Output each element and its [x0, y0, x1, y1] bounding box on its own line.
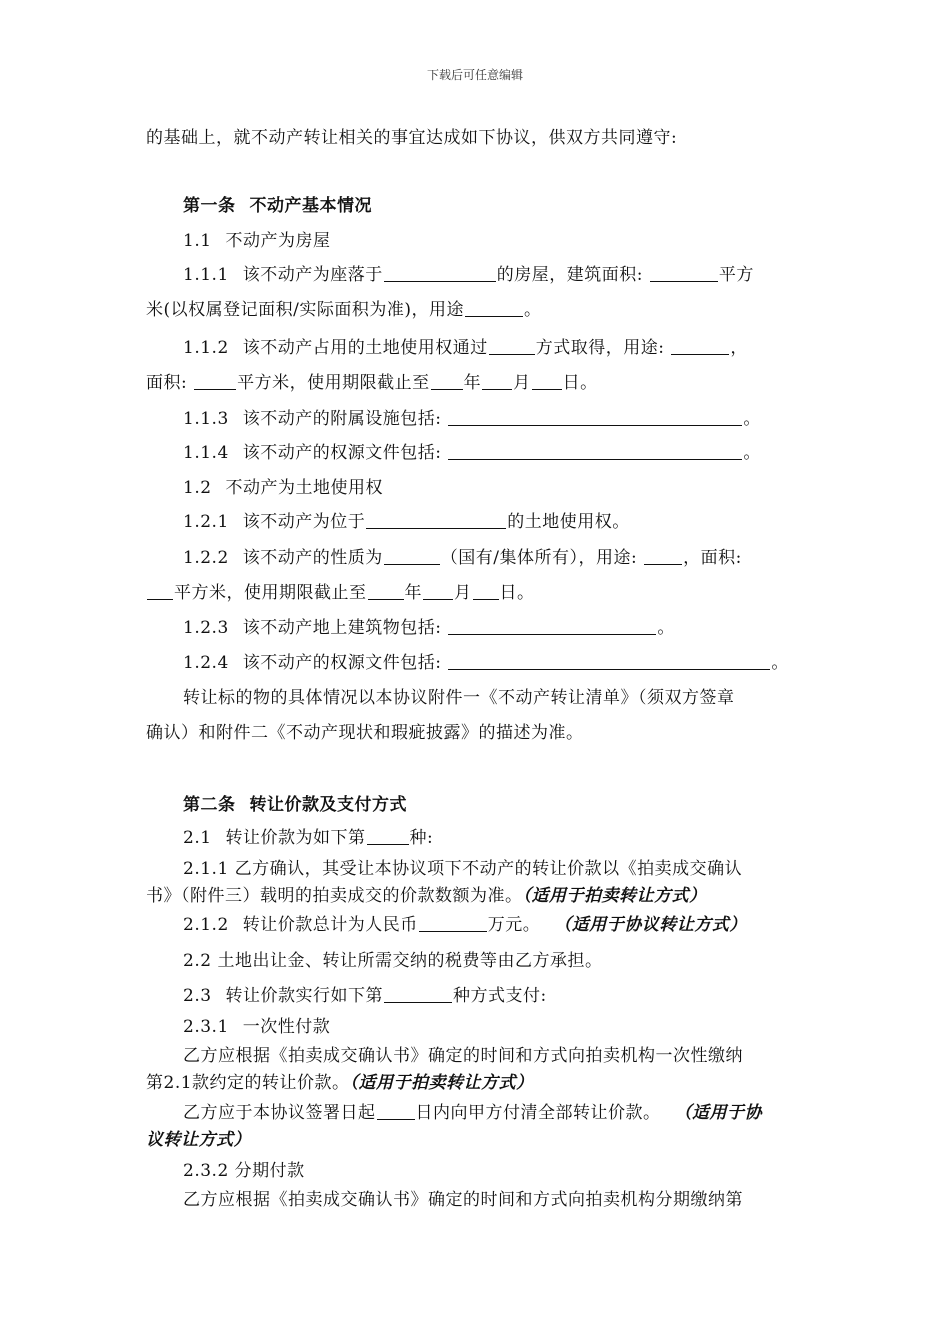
article-1-number: 第一条 [183, 196, 236, 216]
land-usage-2-blank[interactable] [644, 547, 682, 565]
section-2-1-2: 2.1.2 转让价款总计为人民币 万元。 （适用于协议转让方式） [183, 915, 747, 935]
year-blank[interactable] [431, 372, 463, 390]
article-2-heading [183, 793, 407, 817]
section-1-1-1-line1: 1.1.1 该不动产为座落于 的房屋，建筑面积: 平方 [183, 265, 754, 285]
agreement-note: （适用于协议转让方式） [554, 915, 747, 935]
year-2-blank[interactable] [368, 582, 404, 600]
title-docs-blank[interactable] [448, 442, 742, 460]
land-nature-blank[interactable] [384, 547, 440, 565]
month-blank[interactable] [482, 372, 512, 390]
acquire-method-blank[interactable] [489, 337, 535, 355]
section-1-1-3: 1.1.3 该不动产的附属设施包括: 。 [183, 409, 761, 429]
land-area-blank[interactable] [194, 372, 236, 390]
auction-note-2: （适用于拍卖转让方式） [349, 1073, 534, 1093]
floor-area-blank[interactable] [650, 264, 718, 282]
section-1-1: 1.1 不动产为房屋 [183, 231, 331, 251]
days-blank[interactable] [377, 1102, 415, 1120]
payment-option-blank[interactable] [384, 985, 452, 1003]
article-1-heading [183, 194, 372, 218]
section-1-2-2-line1: 1.2.2 该不动产的性质为 （国有/集体所有），用途: ，面积: [183, 548, 742, 568]
location-blank[interactable] [384, 264, 496, 282]
section-2-2: 2.2 土地出让金、转让所需交纳的税费等由乙方承担。 [183, 951, 603, 971]
facilities-blank[interactable] [448, 408, 742, 426]
auction-note: （适用于拍卖转让方式） [522, 886, 707, 906]
section-2-3-2: 2.3.2 分期付款 [183, 1161, 305, 1181]
section-1-2-2-line2: 平方米，使用期限截止至 年 月 日。 [146, 581, 535, 605]
land-location-blank[interactable] [366, 511, 506, 529]
article-1-title: 不动产基本情况 [249, 196, 372, 216]
price-option-blank[interactable] [367, 827, 409, 845]
section-2-1-1-line2: 书》（附件三）载明的拍卖成交的价款数额为准。（适用于拍卖转让方式） [146, 886, 707, 906]
section-1-2-1: 1.2.1 该不动产为位于 的土地使用权。 [183, 512, 630, 532]
land-title-docs-blank[interactable] [448, 652, 770, 670]
section-2-1: 2.1 转让价款为如下第 种: [183, 828, 434, 848]
page-header: 下载后可任意编辑 [426, 68, 523, 82]
month-2-blank[interactable] [423, 582, 453, 600]
section-1-2-3: 1.2.3 该不动产地上建筑物包括: 。 [183, 618, 675, 638]
section-1-2: 1.2 不动产为土地使用权 [183, 478, 384, 498]
agreement-payment-line1: 乙方应于本协议签署日起 日内向甲方付清全部转让价款。 （适用于协 [183, 1103, 762, 1123]
land-usage-blank[interactable] [671, 337, 729, 355]
agreement-note-2-part1: （适用于协 [674, 1103, 762, 1123]
land-area-2-blank[interactable] [147, 582, 173, 600]
section-2-3-1: 2.3.1 一次性付款 [183, 1017, 331, 1037]
section-1-1-2-line2: 面积: 平方米，使用期限截止至 年 月 日。 [146, 373, 598, 393]
article-1-closing-line2: 确认）和附件二《不动产现状和瑕疵披露》的描述为准。 [146, 723, 584, 743]
section-1-1-4: 1.1.4 该不动产的权源文件包括: 。 [183, 443, 761, 463]
buildings-blank[interactable] [448, 617, 656, 635]
lump-sum-para-line2: 第2.1款约定的转让价款。（适用于拍卖转让方式） [146, 1073, 534, 1093]
intro-line: 的基础上，就不动产转让相关的事宜达成如下协议，供双方共同遵守: [146, 128, 678, 148]
article-1-closing-line1: 转让标的物的具体情况以本协议附件一《不动产转让清单》（须双方签章 [183, 688, 735, 708]
agreement-note-2-part2: 议转让方式） [146, 1130, 251, 1150]
price-amount-blank[interactable] [419, 914, 487, 932]
section-1-1-2-line1: 1.1.2 该不动产占用的土地使用权通过 方式取得，用途: ， [183, 338, 748, 358]
section-1-1-1-line2: 米(以权属登记面积/实际面积为准)，用途 。 [146, 300, 542, 320]
section-2-3: 2.3 转让价款实行如下第 种方式支付: [183, 986, 547, 1006]
usage-blank[interactable] [465, 299, 523, 317]
article-2-number: 第二条 [183, 795, 236, 815]
section-2-1-1-line1: 2.1.1 乙方确认，其受让本协议项下不动产的转让价款以《拍卖成交确认 [183, 859, 743, 879]
section-1-2-4: 1.2.4 该不动产的权源文件包括: 。 [183, 653, 789, 673]
installment-para-line1: 乙方应根据《拍卖成交确认书》确定的时间和方式向拍卖机构分期缴纳第 [183, 1190, 743, 1210]
day-2-blank[interactable] [473, 582, 499, 600]
lump-sum-para-line1: 乙方应根据《拍卖成交确认书》确定的时间和方式向拍卖机构一次性缴纳 [183, 1046, 743, 1066]
article-2-title: 转让价款及支付方式 [249, 795, 407, 815]
day-blank[interactable] [532, 372, 562, 390]
